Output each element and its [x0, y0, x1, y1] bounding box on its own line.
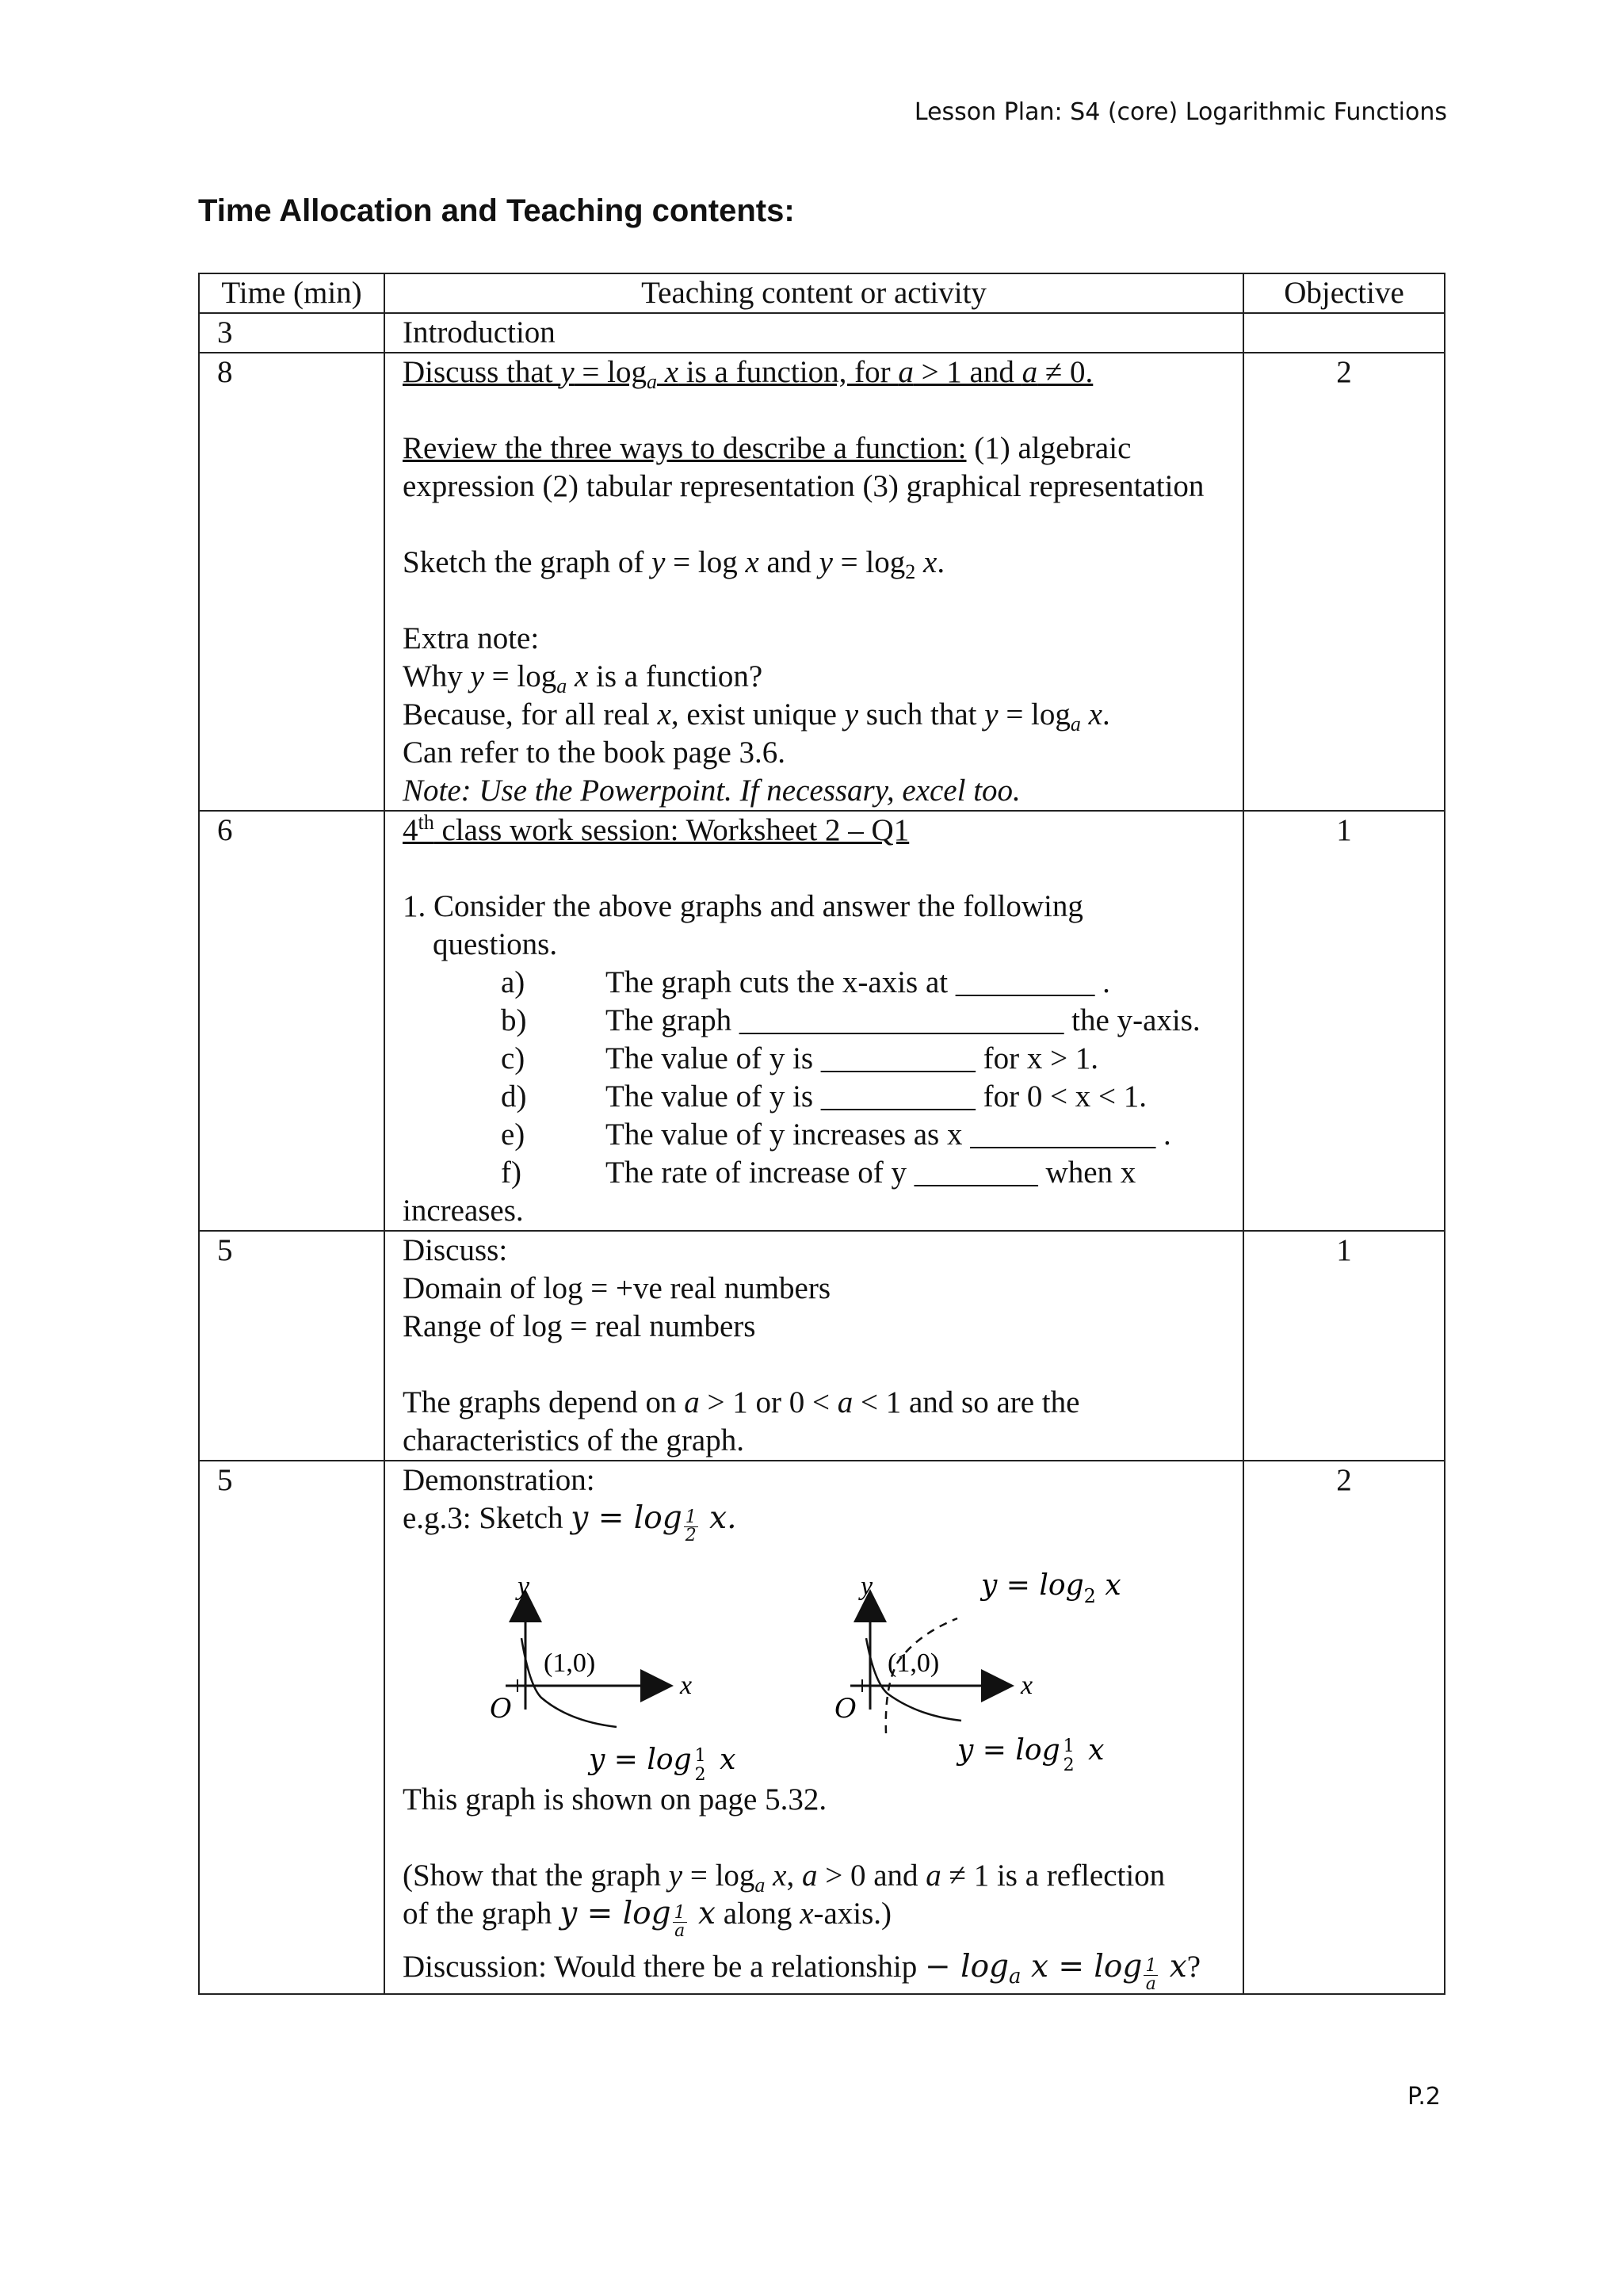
table-row	[199, 1461, 1445, 1994]
increases-line: increases.	[403, 1194, 524, 1228]
text-run: x = log	[1021, 1949, 1143, 1985]
var-a: a	[1022, 355, 1038, 389]
frac-den: 2	[694, 1765, 706, 1781]
x-axis-label: x	[680, 1671, 693, 1700]
row-time: 5	[199, 1461, 384, 1994]
question-intro: 1. Consider the above graphs and answer the following	[403, 889, 1083, 923]
text-run: y = log	[559, 1896, 671, 1931]
row-content	[384, 1461, 1243, 1994]
frac-num: 1	[1063, 1736, 1075, 1756]
question-label: f)	[501, 1156, 521, 1190]
because-line	[403, 696, 1243, 734]
header-objective: Objective	[1243, 273, 1445, 313]
question-intro-cont: questions.	[433, 927, 558, 961]
point-label: (1,0)	[544, 1648, 596, 1678]
y-axis-label: y	[861, 1572, 873, 1601]
left-graph	[490, 1572, 735, 1781]
math-expr	[559, 1896, 716, 1941]
y-axis-label: y	[517, 1572, 530, 1601]
row-content	[384, 1231, 1243, 1461]
row-content	[384, 313, 1243, 353]
sketch-line	[403, 544, 1243, 582]
table-row	[199, 1231, 1445, 1461]
text-run: x	[1095, 1569, 1121, 1602]
refer-line: Can refer to the book page 3.6.	[403, 735, 786, 770]
var-a: a	[926, 1859, 941, 1893]
text-run: class work session: Worksheet 2 – Q1	[433, 813, 910, 847]
question-label: c)	[501, 1041, 525, 1075]
var-a: a	[754, 1874, 766, 1897]
var-x: x	[915, 545, 938, 579]
var-x: x	[1080, 697, 1102, 732]
question-label: a)	[501, 965, 525, 999]
row-objective	[1243, 313, 1445, 353]
log-base: 2	[1083, 1585, 1096, 1607]
text-run: .	[937, 545, 945, 579]
table-row	[199, 353, 1445, 811]
origin-label: O	[490, 1693, 512, 1725]
var-a: a	[684, 1385, 700, 1419]
text-run: ≠ 0.	[1037, 355, 1094, 389]
header-content: Teaching content or activity	[384, 273, 1243, 313]
why-line	[403, 658, 1243, 696]
frac-num: 1	[685, 1507, 697, 1527]
table-row	[199, 811, 1445, 1231]
text-run: is a function?	[588, 659, 763, 693]
var-x: x	[765, 1859, 787, 1893]
var-a: a	[1070, 712, 1081, 735]
question-item	[403, 1154, 1243, 1192]
range-line: Range of log = real numbers	[403, 1309, 756, 1343]
question-item	[403, 1040, 1243, 1078]
var-y: y	[819, 545, 833, 579]
var-y: y	[651, 545, 666, 579]
text-run: y = log	[571, 1500, 682, 1536]
text-run: = log	[483, 659, 557, 693]
question-label: d)	[501, 1079, 527, 1114]
row-objective: 1	[1243, 1231, 1445, 1461]
text-run: such that	[858, 697, 985, 732]
text-run: − log	[925, 1949, 1010, 1985]
text-run: (Show that the graph	[403, 1859, 669, 1893]
table-header-row	[199, 273, 1445, 313]
text-run: < 1 and so are the characteristics of the graph.	[403, 1385, 1080, 1457]
var-x: x	[745, 545, 759, 579]
row-time: 8	[199, 353, 384, 811]
frac-den: 2	[685, 1526, 697, 1545]
text-run: of the graph	[403, 1897, 560, 1931]
frac-num: 1	[674, 1903, 685, 1923]
frac-num: 1	[694, 1746, 706, 1766]
right-graph	[834, 1569, 1121, 1775]
row-time: 3	[199, 313, 384, 353]
var-y: y	[560, 355, 575, 389]
text-run: y = log	[957, 1734, 1060, 1767]
row-content	[384, 811, 1243, 1231]
row-objective: 1	[1243, 811, 1445, 1231]
ordinal-suffix: th	[418, 811, 434, 834]
question-item	[403, 1078, 1243, 1116]
example-line	[403, 1499, 1243, 1545]
row-objective: 2	[1243, 1461, 1445, 1994]
table-row	[199, 313, 1445, 353]
row-time: 6	[199, 811, 384, 1231]
var-y: y	[470, 659, 484, 693]
text-run: Why	[403, 659, 471, 693]
var-x: x	[657, 697, 671, 732]
review-paragraph	[403, 430, 1243, 506]
origin-label: O	[834, 1693, 857, 1725]
page-number: P.2	[1407, 2083, 1441, 2111]
point-label: (1,0)	[888, 1648, 940, 1678]
x-axis-label: x	[1021, 1671, 1033, 1700]
var-a: a	[556, 674, 567, 697]
row-objective: 2	[1243, 353, 1445, 811]
discuss-line	[403, 353, 1243, 392]
text-run: x	[710, 1744, 736, 1776]
question-text: The rate of increase of y ________ when x	[605, 1156, 1136, 1190]
var-x: x	[800, 1897, 814, 1931]
curve-label-log2	[980, 1569, 1121, 1607]
var-a: a	[646, 370, 657, 393]
text-run: x	[1159, 1949, 1187, 1985]
show-line-2	[403, 1895, 1243, 1940]
header-time: Time (min)	[199, 273, 384, 313]
text-run: Discussion: Would there be a relationship	[403, 1950, 926, 1984]
text-run: > 1 or 0 <	[699, 1385, 838, 1419]
text-run: x	[1079, 1734, 1105, 1767]
text-run: = log	[574, 355, 647, 389]
text-run: The graphs depend on	[403, 1385, 685, 1419]
text-run: Discuss that	[403, 355, 561, 389]
var-x: x	[567, 659, 589, 693]
depend-paragraph	[403, 1384, 1243, 1460]
text-run: > 1 and	[913, 355, 1022, 389]
var-y: y	[844, 697, 859, 732]
text-run: = log	[998, 697, 1071, 732]
text-run: Sketch the graph of	[403, 545, 652, 579]
text-run: > 0 and	[817, 1859, 926, 1893]
frac-den: a	[674, 1921, 685, 1941]
question-text: The graph _____________________ the y-axis.	[605, 1003, 1201, 1037]
question-text: The value of y is __________ for 0 < x < 1.	[605, 1079, 1148, 1114]
text-run: y = log	[981, 1569, 1084, 1602]
question-item	[403, 1002, 1243, 1040]
text-run: y = log	[589, 1744, 692, 1776]
text-run: x.	[699, 1500, 737, 1536]
var-a: a	[898, 355, 914, 389]
text-run: along	[716, 1897, 800, 1931]
discussion-line	[403, 1948, 1243, 1993]
text-run: , exist unique	[670, 697, 845, 732]
frac-den: 2	[1063, 1755, 1075, 1775]
lesson-table	[198, 273, 1445, 1995]
log-base: 2	[905, 560, 916, 583]
math-expr	[925, 1949, 1187, 1994]
text-run: e.g.3: Sketch	[403, 1501, 571, 1535]
text-run: = log	[832, 545, 906, 579]
curve-label-right	[956, 1734, 1104, 1775]
question-text: The value of y is __________ for x > 1.	[605, 1041, 1099, 1075]
question-item	[403, 964, 1243, 1002]
text-run: 4	[403, 813, 418, 847]
show-line-1	[403, 1857, 1243, 1895]
intro-text: Introduction	[403, 315, 556, 350]
graph-figure	[403, 1551, 1243, 1781]
section-title: Time Allocation and Teaching contents:	[198, 193, 795, 228]
row-content	[384, 353, 1243, 811]
curve-label-left	[587, 1744, 735, 1781]
text-run: ≠ 1 is a reflection	[941, 1859, 1166, 1893]
demo-label: Demonstration:	[403, 1463, 595, 1497]
text-run: and	[758, 545, 819, 579]
var-a: a	[801, 1859, 818, 1893]
frac-den: a	[1145, 1974, 1156, 1994]
log-base: a	[1009, 1965, 1022, 1988]
text-run: Review the three ways to describe a function:	[403, 431, 967, 465]
text-run: ?	[1186, 1950, 1201, 1984]
question-label: b)	[501, 1003, 527, 1037]
text-run: .	[1102, 697, 1110, 732]
frac-num: 1	[1145, 1956, 1157, 1976]
math-expr	[571, 1500, 737, 1545]
header-title: Lesson Plan: S4 (core) Logarithmic Functions	[914, 98, 1447, 126]
question-items	[403, 964, 1243, 1192]
discuss-label: Discuss:	[403, 1233, 508, 1267]
question-text: The value of y increases as x ____________ .	[605, 1117, 1171, 1152]
text-run: (1) algebraic expression (2) tabular representation (3) graphical representation	[403, 431, 1205, 503]
row-time: 5	[199, 1231, 384, 1461]
text-run: -axis.)	[813, 1897, 892, 1931]
var-y: y	[984, 697, 999, 732]
text-run: Because, for all real	[403, 697, 658, 732]
note-line: Note: Use the Powerpoint. If necessary, excel too.	[403, 774, 1021, 808]
var-y: y	[668, 1859, 683, 1893]
text-run: is a function, for	[678, 355, 899, 389]
question-label: e)	[501, 1117, 525, 1152]
session-line	[403, 812, 1243, 850]
question-text: The graph cuts the x-axis at _________ .	[605, 965, 1110, 999]
text-run: x	[688, 1896, 716, 1931]
text-run: ,	[786, 1859, 802, 1893]
shown-line: This graph is shown on page 5.32.	[403, 1782, 827, 1817]
graph-svg	[403, 1551, 1258, 1781]
extra-note: Extra note:	[403, 621, 540, 655]
var-x: x	[656, 355, 679, 389]
question-item	[403, 1116, 1243, 1154]
var-a: a	[837, 1385, 854, 1419]
text-run: = log	[682, 1859, 755, 1893]
domain-line: Domain of log = +ve real numbers	[403, 1271, 831, 1305]
text-run: = log	[665, 545, 746, 579]
